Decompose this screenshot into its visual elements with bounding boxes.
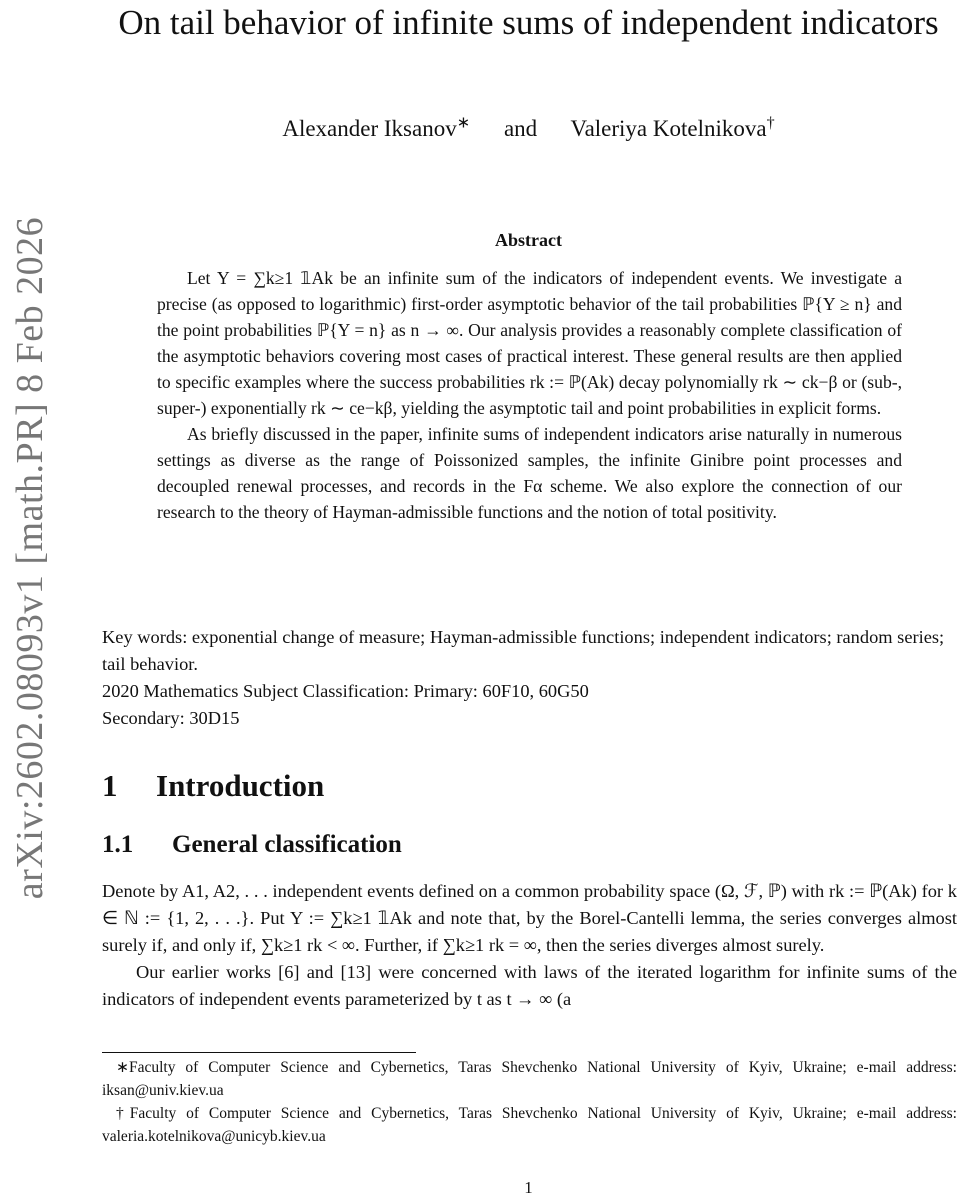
paper-title: On tail behavior of infinite sums of independent indicators [118,3,939,42]
footnotes [102,1056,957,1148]
author-2: Valeriya Kotelnikova† [570,114,775,141]
subsection-number: 1.1 [102,831,134,858]
footnote-2: †Faculty of Computer Science and Cybernetics, Taras Shevchenko National University of Kyiv, Ukraine; e-mail address: valeria.kotelnikova@unicyb.kiev.ua [102,1105,957,1145]
subsection-heading [102,831,402,859]
subsection-title: General classification [172,831,402,858]
authors-and: and [503,116,538,141]
body-paragraph-2: Our earlier works [6] and [13] were concerned with laws of the iterated logarithm for infinite sums of the indicators of independent events parameterized by t as t → ∞ (a [102,962,957,1009]
abstract-paragraph-1: Let Y = ∑k≥1 𝟙Ak be an infinite sum of the indicators of independent events. We investigate a precise (as opposed to logarithmic) first-order asymptotic behavior of the tail probabilities ℙ{Y ≥ n} and the point probabilities ℙ{Y = n} as n → ∞. Our analysis provides a reasonably complete classification of the asymptotic behaviors covering most cases of practical interest. These general results are then applied to specific examples where the success probabilities rk := ℙ(Ak) decay polynomially rk ∼ ck−β or (sub-, super-) exponentially rk ∼ ce−kβ, yielding the asymptotic tail and point probabilities in explicit forms. [157,268,902,418]
section-heading [102,768,324,804]
abstract [157,265,902,525]
abstract-heading: Abstract [495,230,562,250]
abstract-paragraph-2: As briefly discussed in the paper, infinite sums of independent indicators arise naturally in numerous settings as diverse as the range of Poissonized samples, the infinite Ginibre point processes and decoupled renewal processes, and records in the Fα scheme. We also explore the connection of our research to the theory of Hayman-admissible functions and the notion of total positivity. [157,424,902,522]
keywords-block [102,624,957,732]
section-number: 1 [102,768,118,803]
body-paragraph-1: Denote by A1, A2, . . . independent events defined on a common probability space (Ω, ℱ, ℙ) with rk := ℙ(Ak) for k ∈ ℕ := {1, 2, . . .}. Put Y := ∑k≥1 𝟙Ak and note that, by the Borel-Cantelli lemma, the series converges almost surely if, and only if, ∑k≥1 rk < ∞. Further, if ∑k≥1 rk = ∞, then the series diverges almost surely. [102,881,957,955]
msc-secondary: Secondary: 30D15 [102,708,240,728]
keywords: Key words: exponential change of measure; Hayman-admissible functions; independent indicators; random series; tail behavior. [102,627,945,674]
footnote-rule [102,1052,416,1053]
author-1: Alexander Iksanov∗ [282,114,471,141]
msc-primary: 2020 Mathematics Subject Classification: Primary: 60F10, 60G50 [102,681,589,701]
arxiv-stamp: arXiv:2602.08093v1 [math.PR] 8 Feb 2026 [9,216,51,900]
page-number: 1 [524,1178,533,1197]
section-title: Introduction [156,768,325,803]
body-text [102,878,957,1013]
authors [100,116,957,142]
footnote-1: ∗Faculty of Computer Science and Cybernetics, Taras Shevchenko National University of Kyiv, Ukraine; e-mail address: iksan@univ.kiev.ua [102,1059,957,1099]
